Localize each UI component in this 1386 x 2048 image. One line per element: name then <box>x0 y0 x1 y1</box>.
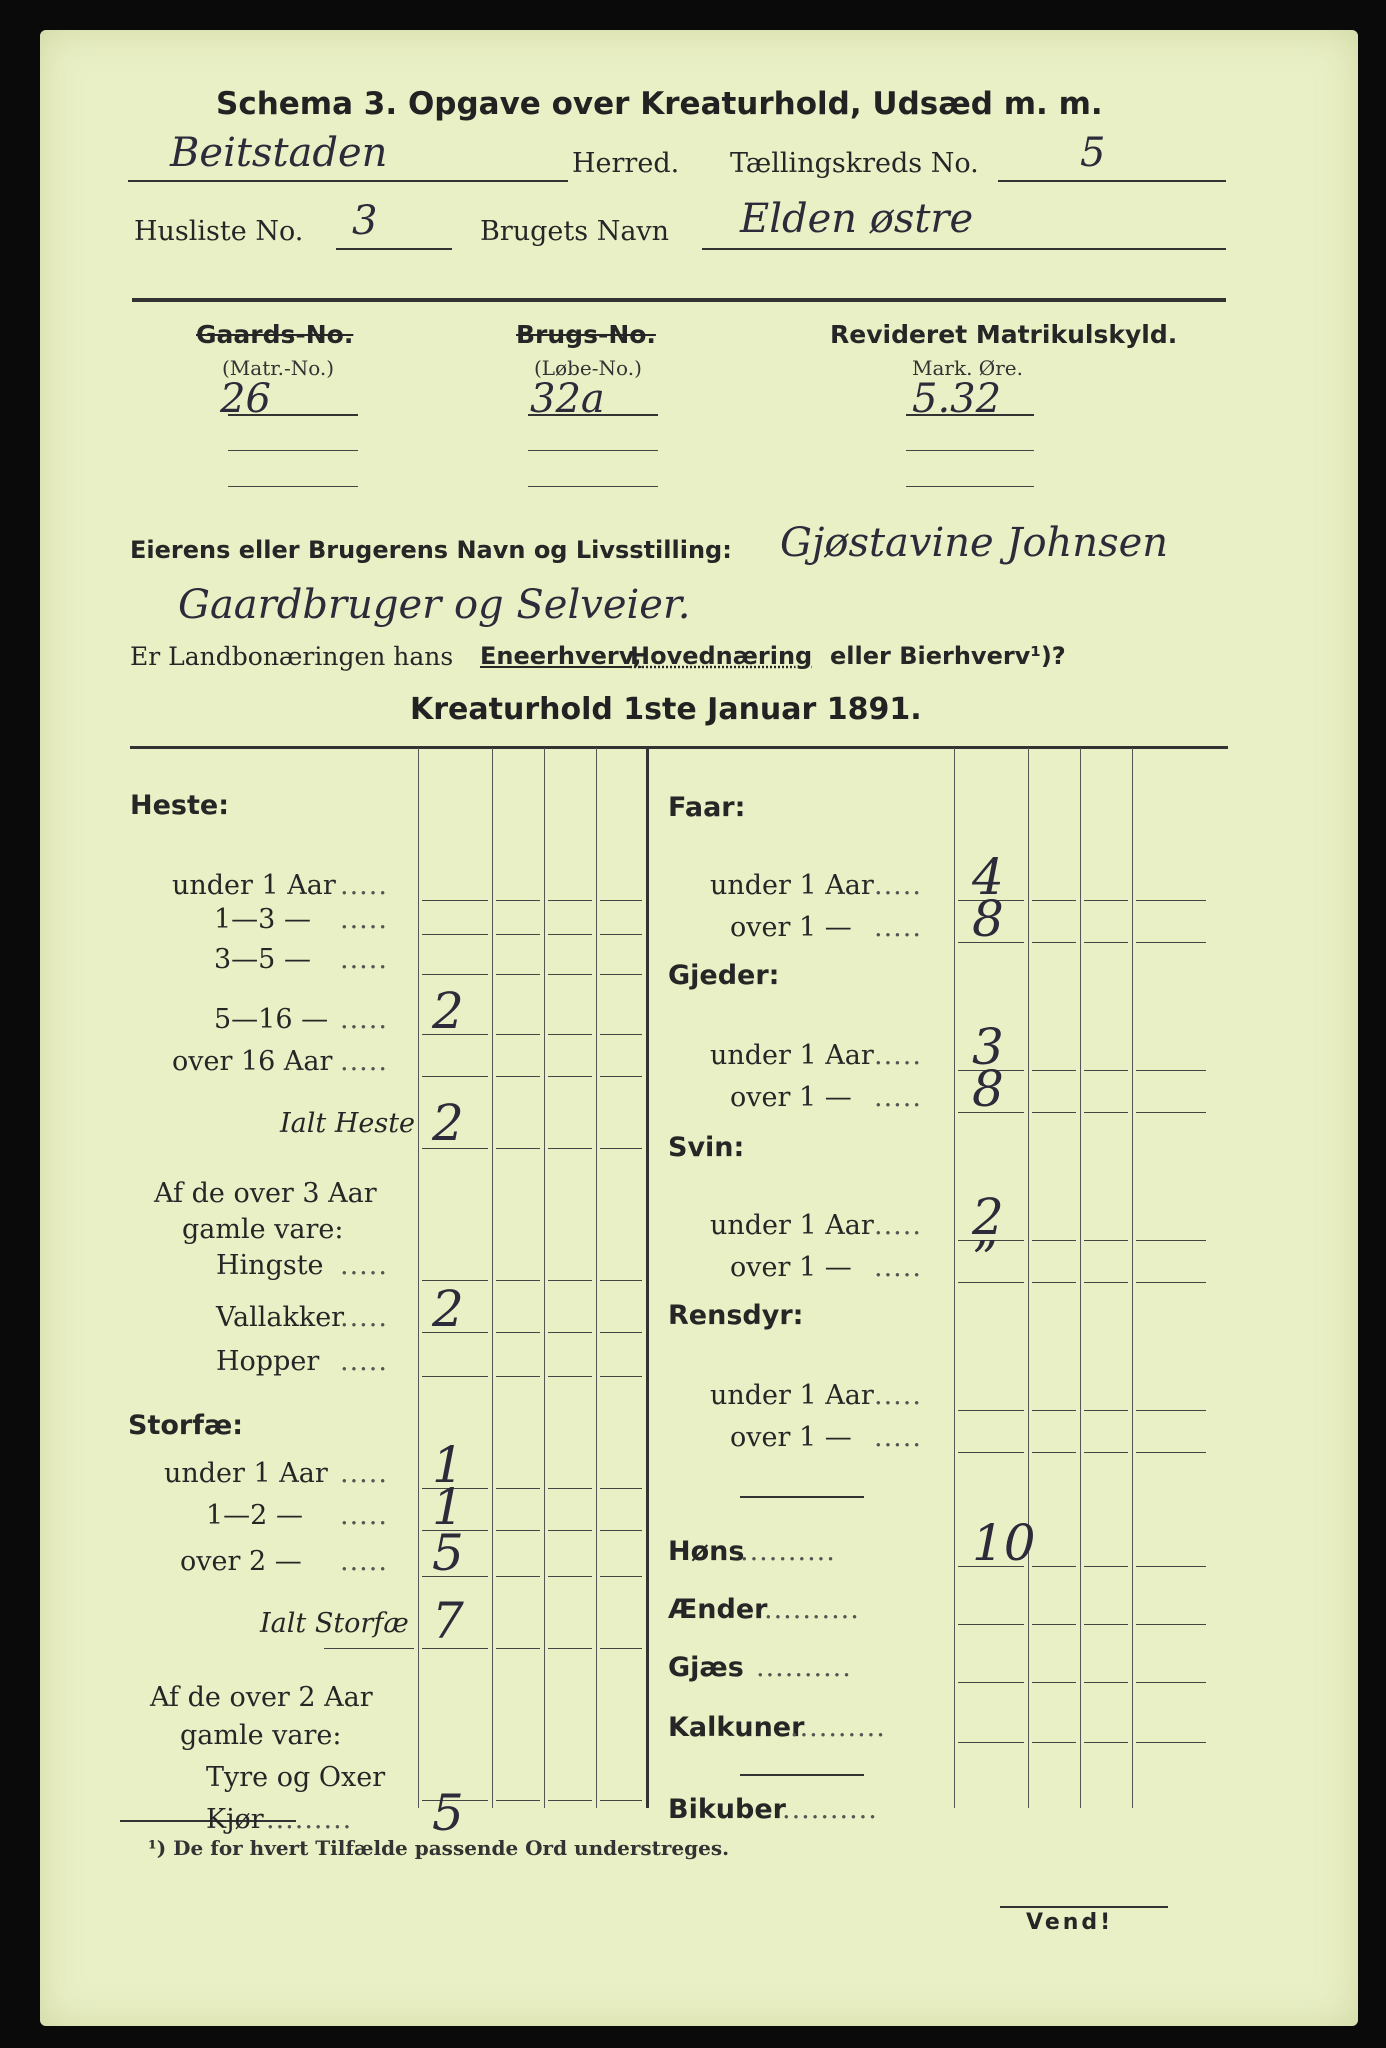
row-value: 3 <box>972 1018 1004 1076</box>
cell-line <box>548 1332 592 1333</box>
cell-line <box>496 1800 540 1801</box>
row-label: Hopper <box>216 1346 320 1377</box>
question-suffix: eller Bierhverv¹)? <box>830 642 1066 670</box>
row-dots: ..... <box>340 1046 388 1077</box>
cell-line <box>422 934 488 935</box>
cell-line <box>496 1376 540 1377</box>
divider <box>740 1774 864 1776</box>
cell-line <box>422 1076 488 1077</box>
row-label: Hingste <box>216 1250 324 1281</box>
owner-occupation: Gaardbruger og Selveier. <box>178 582 691 628</box>
kreds-label: Tællingskreds No. <box>730 148 979 179</box>
cell-line <box>496 1648 540 1649</box>
cell-line <box>548 1034 592 1035</box>
skyld-value: 5.32 <box>912 376 1002 422</box>
cell-line <box>496 1076 540 1077</box>
storfae-label: Storfæ: <box>128 1410 244 1441</box>
question-prefix: Er Landbonæringen hans <box>130 642 454 671</box>
row-dots: .......... <box>764 1594 860 1625</box>
cell-line <box>600 1034 642 1035</box>
row-dots: ..... <box>340 870 388 901</box>
row-label: under 1 Aar <box>710 1380 874 1411</box>
brug-value: Elden østre <box>740 196 974 242</box>
cell-line <box>1032 1240 1076 1241</box>
cell-line <box>1032 1566 1076 1567</box>
cell-line <box>1084 1452 1128 1453</box>
ialt-storfae-value: 7 <box>432 1592 464 1650</box>
row-dots: ..... <box>874 1380 922 1411</box>
cell-line <box>1032 1742 1076 1743</box>
cell-line <box>958 1282 1024 1283</box>
herred-label: Herred. <box>572 148 680 179</box>
cell-line <box>496 1488 540 1489</box>
cell-line <box>1032 1410 1076 1411</box>
cell-line <box>548 974 592 975</box>
row-label: over 1 — <box>730 1422 852 1453</box>
cell-line <box>422 1148 488 1149</box>
cell-line <box>1084 1624 1128 1625</box>
row-dots: .......... <box>740 1536 836 1567</box>
cell-line <box>1136 1282 1206 1283</box>
cell-line <box>548 1800 592 1801</box>
svin-label: Svin: <box>668 1132 745 1163</box>
cell-line <box>958 1624 1024 1625</box>
cell-line <box>1084 1070 1128 1071</box>
cell-line <box>600 1800 642 1801</box>
row-dots: ..... <box>874 1210 922 1241</box>
cell-line <box>1136 1566 1206 1567</box>
cell-line <box>958 1742 1024 1743</box>
row-dots: ..... <box>340 1458 388 1489</box>
cell-line <box>1084 1682 1128 1683</box>
af3-line2: gamle vare: <box>182 1214 344 1245</box>
row-dots: .......... <box>790 1712 886 1743</box>
cell-line <box>548 1576 592 1577</box>
cell-line <box>548 1648 592 1649</box>
row-value: 2 <box>432 982 464 1040</box>
row-value: ” <box>972 1230 998 1288</box>
cell-line <box>1032 942 1076 943</box>
row-label: Vallakker <box>216 1302 345 1333</box>
owner-label: Eierens eller Brugerens Navn og Livsstilling: <box>130 536 732 564</box>
cell-line <box>496 1280 540 1281</box>
cell-line <box>1084 1112 1128 1113</box>
gaards-value: 26 <box>220 376 271 422</box>
cell-line <box>1084 1566 1128 1567</box>
cell-line <box>548 1376 592 1377</box>
skyld-label: Revideret Matrikulskyld. <box>830 320 1178 349</box>
cell-line <box>958 1112 1024 1113</box>
row-label: 1—2 — <box>206 1500 303 1531</box>
af2-line1: Af de over 2 Aar <box>150 1682 373 1713</box>
cell-line <box>600 974 642 975</box>
cell-line <box>496 1332 540 1333</box>
row-dots: ..... <box>340 944 388 975</box>
husliste-label: Husliste No. <box>134 216 304 247</box>
cell-line <box>422 974 488 975</box>
cell-line <box>496 1530 540 1531</box>
ialt-storfae-label: Ialt Storfæ <box>260 1608 409 1639</box>
gaards-label: Gaards-No. <box>196 320 354 349</box>
brugs-value: 32a <box>530 376 605 422</box>
husliste-value: 3 <box>352 198 378 244</box>
cell-line <box>548 1488 592 1489</box>
cell-line <box>496 1034 540 1035</box>
cell-line <box>496 1148 540 1149</box>
cell-line <box>600 1148 642 1149</box>
row-label: 5—16 — <box>214 1004 329 1035</box>
af2-line2: gamle vare: <box>180 1720 342 1751</box>
cell-line <box>600 1332 642 1333</box>
row-dots: ..... <box>874 1252 922 1283</box>
cell-line <box>422 1648 488 1649</box>
cell-line <box>1084 1742 1128 1743</box>
row-value: 10 <box>972 1514 1036 1572</box>
cell-line <box>958 942 1024 943</box>
kjor-label: Kjør <box>206 1804 264 1835</box>
row-dots: .......... <box>782 1794 878 1825</box>
row-dots: ..... <box>340 1500 388 1531</box>
cell-line <box>1136 1742 1206 1743</box>
cell-line <box>1136 1410 1206 1411</box>
kjor-value: 5 <box>432 1784 464 1842</box>
row-label: under 1 Aar <box>172 870 336 901</box>
row-dots: ..... <box>340 1250 388 1281</box>
row-label: over 1 — <box>730 912 852 943</box>
cell-line <box>1032 900 1076 901</box>
cell-line <box>1136 1452 1206 1453</box>
cell-line <box>600 1076 642 1077</box>
cell-line <box>548 1148 592 1149</box>
herred-value: Beitstaden <box>170 130 388 176</box>
row-label: under 1 Aar <box>710 1210 874 1241</box>
cell-line <box>422 1034 488 1035</box>
cell-line <box>496 934 540 935</box>
row-label: Ænder <box>668 1594 768 1625</box>
row-label: under 1 Aar <box>710 870 874 901</box>
row-label: 1—3 — <box>214 904 311 935</box>
divider <box>740 1496 864 1498</box>
cell-line <box>600 934 642 935</box>
row-value: 8 <box>972 890 1004 948</box>
cell-line <box>548 900 592 901</box>
cell-line <box>1136 1240 1206 1241</box>
row-label: over 2 — <box>180 1546 302 1577</box>
af3-line1: Af de over 3 Aar <box>154 1178 377 1209</box>
question-opt2: Hovednæring <box>630 642 813 670</box>
brugs-label: Brugs-No. <box>516 320 656 349</box>
cell-line <box>1136 1682 1206 1683</box>
cell-line <box>1136 900 1206 901</box>
cell-line <box>1084 1240 1128 1241</box>
cell-line <box>1136 942 1206 943</box>
row-label: Gjæs <box>668 1652 744 1683</box>
cell-line <box>548 1280 592 1281</box>
row-value: 5 <box>432 1524 464 1582</box>
cell-line <box>600 1530 642 1531</box>
row-value: 2 <box>972 1188 1004 1246</box>
row-label: Høns <box>668 1536 745 1567</box>
cell-line <box>1084 1282 1128 1283</box>
cell-line <box>958 1452 1024 1453</box>
row-dots: ..... <box>874 1422 922 1453</box>
vend-label: Vend! <box>1026 1910 1114 1935</box>
gaards-sub: (Matr.-No.) <box>222 356 335 380</box>
cell-line <box>422 900 488 901</box>
cell-line <box>1032 1624 1076 1625</box>
cell-line <box>422 1332 488 1333</box>
kreds-value: 5 <box>1080 130 1106 176</box>
ialt-storfae-underline <box>324 1648 414 1649</box>
cell-line <box>1084 942 1128 943</box>
row-dots: ..... <box>874 870 922 901</box>
cell-line <box>422 1376 488 1377</box>
row-label: 3—5 — <box>214 944 311 975</box>
row-dots: .......... <box>756 1652 852 1683</box>
row-label: under 1 Aar <box>164 1458 328 1489</box>
cell-line <box>1136 1624 1206 1625</box>
census-form-sheet <box>40 30 1358 2026</box>
cell-line <box>1032 1070 1076 1071</box>
row-value: 2 <box>432 1280 464 1338</box>
cell-line <box>1084 1410 1128 1411</box>
schema-title: Schema 3. Opgave over Kreaturhold, Udsæd m. m. <box>216 86 1103 122</box>
bikuber-label: Bikuber <box>668 1794 786 1825</box>
row-dots: ..... <box>340 1546 388 1577</box>
row-value: 1 <box>432 1436 464 1494</box>
row-label: Kalkuner <box>668 1712 805 1743</box>
cell-line <box>958 1566 1024 1567</box>
cell-line <box>600 1280 642 1281</box>
row-label: over 1 — <box>730 1082 852 1113</box>
cell-line <box>958 1682 1024 1683</box>
owner-name: Gjøstavine Johnsen <box>780 520 1169 566</box>
footnote: ¹) De for hvert Tilfælde passende Ord understreges. <box>148 1836 730 1860</box>
row-dots: ..... <box>874 1082 922 1113</box>
cell-line <box>600 1648 642 1649</box>
brug-label: Brugets Navn <box>480 216 670 247</box>
ialt-heste-value: 2 <box>432 1094 464 1152</box>
cell-line <box>548 934 592 935</box>
cell-line <box>958 1410 1024 1411</box>
cell-line <box>548 1530 592 1531</box>
cell-line <box>600 1376 642 1377</box>
cell-line <box>496 900 540 901</box>
row-label: over 16 Aar <box>172 1046 333 1077</box>
row-value: 1 <box>432 1478 464 1536</box>
cell-line <box>1032 1282 1076 1283</box>
row-dots: ..... <box>874 912 922 943</box>
cell-line <box>1032 1452 1076 1453</box>
row-dots: ..... <box>340 1302 388 1333</box>
row-value: 4 <box>972 848 1004 906</box>
cell-line <box>1136 1070 1206 1071</box>
section-title: Kreaturhold 1ste Januar 1891. <box>410 692 922 727</box>
cell-line <box>548 1076 592 1077</box>
cell-line <box>1032 1682 1076 1683</box>
row-dots: ..... <box>874 1040 922 1071</box>
cell-line <box>600 1576 642 1577</box>
ialt-heste-label: Ialt Heste <box>280 1108 416 1139</box>
cell-line <box>600 900 642 901</box>
row-label: over 1 — <box>730 1252 852 1283</box>
row-dots: ......... <box>266 1804 353 1835</box>
gjeder-label: Gjeder: <box>668 960 780 991</box>
row-value: 8 <box>972 1060 1004 1118</box>
heste-label: Heste: <box>130 790 229 821</box>
row-dots: ..... <box>340 1004 388 1035</box>
cell-line <box>1032 1112 1076 1113</box>
tyre-label: Tyre og Oxer <box>206 1762 386 1793</box>
skyld-sub: Mark. Øre. <box>912 356 1023 380</box>
row-dots: ..... <box>340 904 388 935</box>
cell-line <box>422 1576 488 1577</box>
row-dots: ..... <box>340 1346 388 1377</box>
faar-label: Faar: <box>668 792 746 823</box>
cell-line <box>496 1576 540 1577</box>
brugs-sub: (Løbe-No.) <box>534 356 642 380</box>
cell-line <box>496 974 540 975</box>
cell-line <box>600 1488 642 1489</box>
question-opt1: Eneerhverv, <box>480 642 642 670</box>
row-label: under 1 Aar <box>710 1040 874 1071</box>
cell-line <box>1136 1112 1206 1113</box>
rensdyr-label: Rensdyr: <box>668 1300 804 1331</box>
cell-line <box>1084 900 1128 901</box>
